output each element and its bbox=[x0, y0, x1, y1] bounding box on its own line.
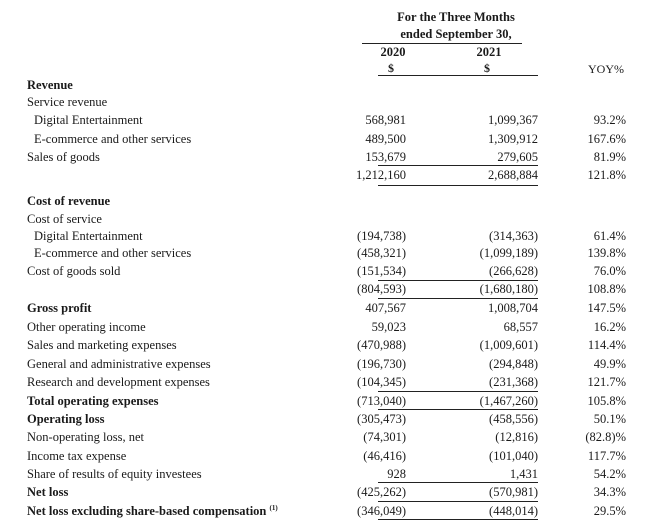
row-label: Income tax expense bbox=[27, 449, 127, 463]
table-row bbox=[0, 132, 664, 150]
value-2020: (196,730) bbox=[357, 357, 406, 371]
table-row bbox=[0, 150, 664, 168]
value-2021: (101,040) bbox=[489, 449, 538, 463]
value-yoy: 167.6% bbox=[587, 132, 626, 146]
value-2020: 928 bbox=[387, 467, 406, 481]
row-label: Total operating expenses bbox=[27, 394, 159, 408]
value-2020: 59,023 bbox=[371, 320, 406, 334]
row-label: Net loss bbox=[27, 485, 69, 499]
table-row bbox=[0, 412, 664, 430]
row-label: Cost of revenue bbox=[27, 194, 111, 208]
row-label: E-commerce and other services bbox=[34, 246, 192, 260]
currency-2020: $ bbox=[388, 61, 394, 75]
value-2021: (266,628) bbox=[489, 264, 538, 278]
year-2020-header: 2020 bbox=[380, 45, 406, 59]
value-2020: 568,981 bbox=[365, 113, 406, 127]
header-title-line1: For the Three Months bbox=[397, 10, 515, 24]
value-2020: 489,500 bbox=[365, 132, 406, 146]
table-row bbox=[0, 394, 664, 412]
row-label: Research and development expenses bbox=[27, 375, 210, 389]
currency-2021: $ bbox=[484, 61, 490, 75]
value-2021: (231,368) bbox=[489, 375, 538, 389]
subtotal-rule bbox=[378, 501, 538, 502]
table-row bbox=[0, 430, 664, 448]
footnote-marker: (1) bbox=[269, 504, 278, 512]
value-yoy: 121.7% bbox=[587, 375, 626, 389]
row-label: Sales of goods bbox=[27, 150, 100, 164]
value-2020: (470,988) bbox=[357, 338, 406, 352]
row-label: E-commerce and other services bbox=[34, 132, 192, 146]
table-row bbox=[0, 194, 664, 212]
table-row bbox=[0, 320, 664, 338]
value-2020: (425,262) bbox=[357, 485, 406, 499]
value-2021: (1,467,260) bbox=[479, 394, 538, 408]
value-2020: (713,040) bbox=[357, 394, 406, 408]
row-label-text: Net loss excluding share-based compensation bbox=[27, 504, 267, 519]
table-row bbox=[0, 449, 664, 467]
row-label: Non-operating loss, net bbox=[27, 430, 144, 444]
value-2020: 1,212,160 bbox=[356, 168, 406, 182]
subtotal-rule bbox=[378, 391, 538, 392]
value-yoy: 34.3% bbox=[593, 485, 626, 499]
value-yoy: 105.8% bbox=[587, 394, 626, 408]
row-label bbox=[27, 504, 278, 519]
value-2021: (294,848) bbox=[489, 357, 538, 371]
subtotal-rule bbox=[378, 409, 538, 410]
table-row bbox=[0, 485, 664, 503]
value-yoy: 29.5% bbox=[593, 504, 626, 518]
table-row bbox=[0, 78, 664, 96]
value-2020: 407,567 bbox=[365, 301, 406, 315]
value-2021: 1,309,912 bbox=[488, 132, 538, 146]
table-row bbox=[0, 338, 664, 356]
row-label: Cost of service bbox=[27, 212, 102, 226]
row-label: Gross profit bbox=[27, 301, 92, 315]
total-rule bbox=[378, 185, 538, 186]
value-2020: (346,049) bbox=[357, 504, 406, 518]
value-yoy: 49.9% bbox=[593, 357, 626, 371]
value-yoy: 76.0% bbox=[593, 264, 626, 278]
value-2020: (104,345) bbox=[357, 375, 406, 389]
row-label: Digital Entertainment bbox=[34, 113, 143, 127]
value-2021: (314,363) bbox=[489, 229, 538, 243]
row-label: Digital Entertainment bbox=[34, 229, 143, 243]
yoy-header: YOY% bbox=[588, 62, 624, 76]
value-yoy: 81.9% bbox=[593, 150, 626, 164]
value-yoy: 54.2% bbox=[593, 467, 626, 481]
table-row bbox=[0, 113, 664, 131]
table-row bbox=[0, 301, 664, 319]
value-yoy: 93.2% bbox=[593, 113, 626, 127]
value-2020: (151,534) bbox=[357, 264, 406, 278]
header-underline bbox=[362, 43, 522, 44]
table-row bbox=[0, 357, 664, 375]
value-yoy: (82.8)% bbox=[585, 430, 626, 444]
total-rule bbox=[378, 298, 538, 299]
value-2021: (570,981) bbox=[489, 485, 538, 499]
row-label: Share of results of equity investees bbox=[27, 467, 202, 481]
table-row bbox=[0, 246, 664, 264]
row-label: Operating loss bbox=[27, 412, 105, 426]
value-2021: 1,431 bbox=[509, 467, 538, 481]
value-2020: (458,321) bbox=[357, 246, 406, 260]
header-title-line2: ended September 30, bbox=[400, 27, 512, 41]
value-2021: 1,099,367 bbox=[488, 113, 538, 127]
value-2021: 68,557 bbox=[503, 320, 538, 334]
subtotal-rule bbox=[378, 482, 538, 483]
value-yoy: 121.8% bbox=[587, 168, 626, 182]
value-2020: (46,416) bbox=[363, 449, 406, 463]
value-2021: (1,680,180) bbox=[479, 282, 538, 296]
row-label: Sales and marketing expenses bbox=[27, 338, 177, 352]
table-row bbox=[0, 504, 664, 522]
value-2021: (448,014) bbox=[489, 504, 538, 518]
table-row bbox=[0, 282, 664, 300]
header-rule bbox=[378, 75, 538, 76]
value-2020: (305,473) bbox=[357, 412, 406, 426]
table-row bbox=[0, 264, 664, 282]
value-2021: 1,008,704 bbox=[488, 301, 538, 315]
value-yoy: 139.8% bbox=[587, 246, 626, 260]
row-label: General and administrative expenses bbox=[27, 357, 211, 371]
table-row bbox=[0, 229, 664, 247]
row-label: Cost of goods sold bbox=[27, 264, 121, 278]
value-2021: (1,099,189) bbox=[479, 246, 538, 260]
value-2021: (1,009,601) bbox=[479, 338, 538, 352]
value-2020: (194,738) bbox=[357, 229, 406, 243]
total-rule bbox=[378, 519, 538, 520]
value-2020: (74,301) bbox=[363, 430, 406, 444]
value-yoy: 50.1% bbox=[593, 412, 626, 426]
value-yoy: 108.8% bbox=[587, 282, 626, 296]
value-2021: (458,556) bbox=[489, 412, 538, 426]
value-2021: 279,605 bbox=[497, 150, 538, 164]
row-label: Other operating income bbox=[27, 320, 146, 334]
subtotal-rule bbox=[378, 280, 538, 281]
year-2021-header: 2021 bbox=[476, 45, 502, 59]
value-yoy: 61.4% bbox=[593, 229, 626, 243]
table-row bbox=[0, 95, 664, 113]
table-row bbox=[0, 168, 664, 186]
value-2021: 2,688,884 bbox=[488, 168, 538, 182]
value-2020: 153,679 bbox=[365, 150, 406, 164]
table-row bbox=[0, 467, 664, 485]
value-yoy: 16.2% bbox=[593, 320, 626, 334]
row-label: Service revenue bbox=[27, 95, 108, 109]
table-row bbox=[0, 212, 664, 230]
table-row bbox=[0, 375, 664, 393]
subtotal-rule bbox=[378, 165, 538, 166]
value-yoy: 114.4% bbox=[587, 338, 626, 352]
value-yoy: 147.5% bbox=[587, 301, 626, 315]
row-label: Revenue bbox=[27, 78, 73, 92]
value-2021: (12,816) bbox=[495, 430, 538, 444]
value-2020: (804,593) bbox=[357, 282, 406, 296]
value-yoy: 117.7% bbox=[587, 449, 626, 463]
